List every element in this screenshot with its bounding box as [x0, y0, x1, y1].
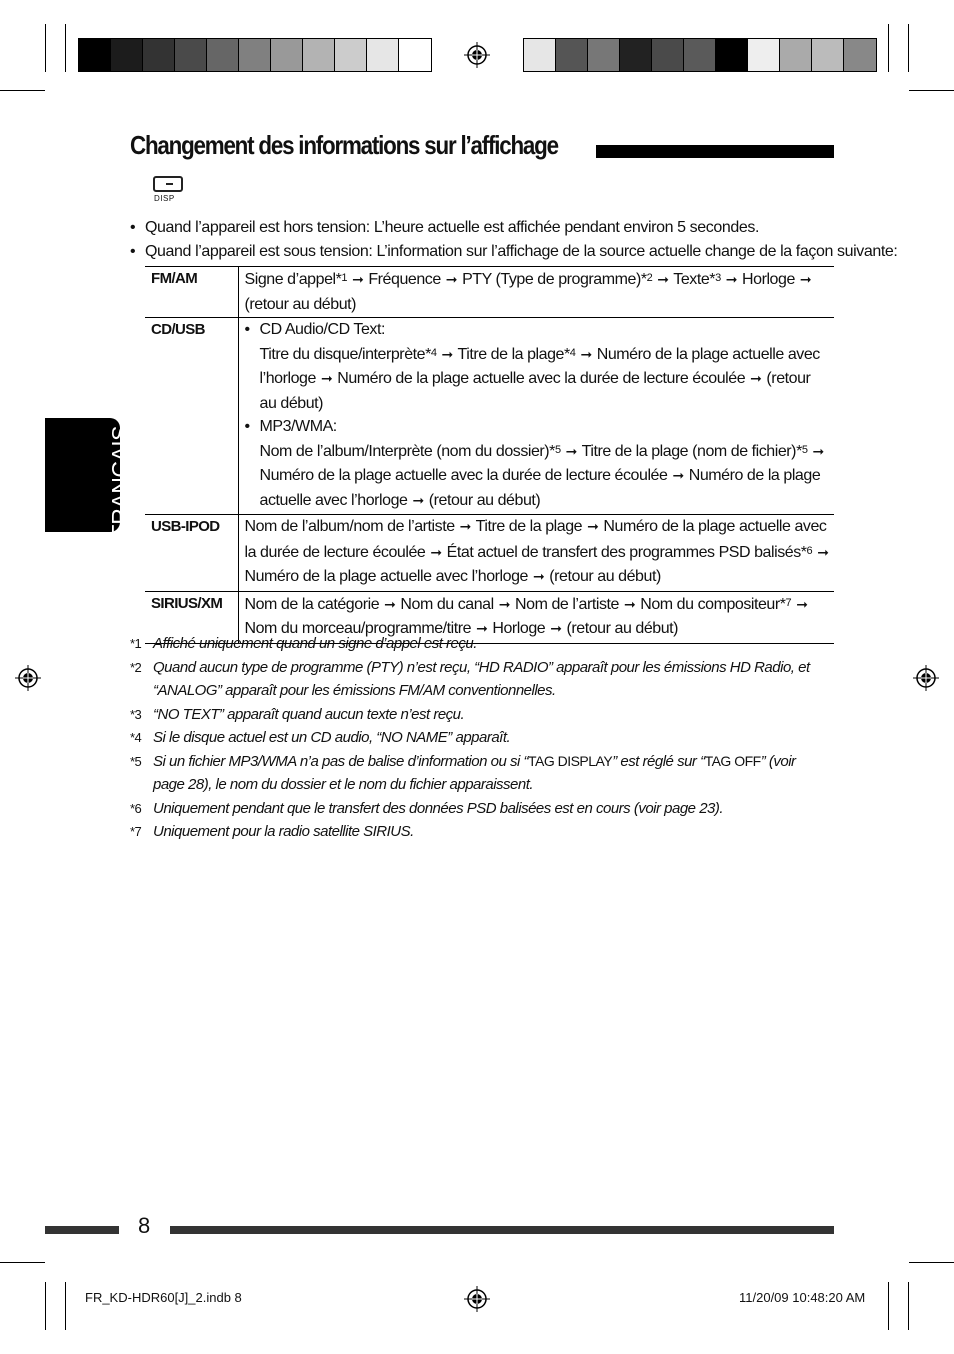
crop-mark [0, 1262, 45, 1263]
crop-mark [45, 1282, 46, 1330]
crop-mark [908, 1282, 909, 1330]
page-title: Changement des informations sur l’affichage [130, 130, 558, 160]
table-row [145, 267, 834, 318]
slug-datetime: 11/20/09 10:48:20 AM [739, 1290, 866, 1305]
color-swatch [399, 39, 431, 71]
color-calibration-bar-left [78, 38, 432, 72]
color-swatch [652, 39, 684, 71]
disp-label: DISP [154, 194, 175, 203]
button-shape [153, 176, 183, 192]
color-swatch [524, 39, 556, 71]
color-swatch [335, 39, 367, 71]
crop-mark [908, 24, 909, 72]
footnote: *3 “NO TEXT” apparaît quand aucun texte n’est reçu. [130, 705, 465, 723]
color-swatch [271, 39, 303, 71]
color-swatch [780, 39, 812, 71]
source-label: SIRIUS/XM [145, 591, 238, 643]
crop-mark [65, 24, 66, 72]
color-swatch [684, 39, 716, 71]
language-label: FRANÇAIS [107, 426, 133, 539]
footer-rule-right [170, 1226, 834, 1234]
footnote: *4 Si le disque actuel est un CD audio, “NO NAME” apparaît. [130, 729, 511, 746]
disp-button-icon [152, 174, 184, 206]
page-number: 8 [138, 1213, 151, 1238]
crop-mark [888, 24, 889, 72]
intro-bullets [130, 216, 898, 264]
color-swatch [303, 39, 335, 71]
footnote: *2 Quand aucun type de programme (PTY) n’est reçu, “HD RADIO” apparaît pour les émissions HD Radio, et “ANALOG” apparaît pour les émissions FM/AM conventionnelles. [130, 658, 810, 699]
color-swatch [844, 39, 876, 71]
color-swatch [207, 39, 239, 71]
sequence-cell: Nom de l’album/nom de l’artiste ➞ Titre de la plage ➞ Numéro de la plage actuelle avec la durée de lecture écoulée ➞ État actuel de transfert des programmes PSD balisés*$^6$ ➞ Numéro de la plage actuelle avec l’horloge ➞ (retour au début) [238, 515, 834, 592]
registration-mark-icon [464, 42, 490, 68]
registration-mark-icon [913, 665, 939, 691]
source-label: CD/USB [145, 318, 238, 515]
source-label: FM/AM [145, 267, 238, 318]
color-swatch [175, 39, 207, 71]
color-swatch [111, 39, 143, 71]
crop-mark [65, 1282, 66, 1330]
sequence-cell: Nom de la catégorie ➞ Nom du canal ➞ Nom de l’artiste ➞ Nom du compositeur*$^7$ ➞ Nom du morceau/programme/titre ➞ Horloge ➞ (retour au début) [238, 591, 834, 643]
crop-mark [0, 90, 45, 91]
display-sequence-table [145, 266, 834, 644]
title-rule [596, 145, 834, 158]
bullet-off: • Quand l’appareil est hors tension: L’heure actuelle est affichée pendant environ 5 secondes. [130, 216, 850, 240]
arrow-icon: ➞ [352, 272, 364, 288]
slug-filename: FR_KD-HDR60[J]_2.indb 8 [85, 1290, 242, 1305]
color-swatch [812, 39, 844, 71]
sequence-cell [238, 318, 834, 515]
footnotes [130, 632, 830, 844]
registration-mark-icon [15, 665, 41, 691]
sequence-cell: Signe d’appel*$^1$ ➞ Fréquence ➞ PTY (Type de programme)*$^2$ ➞ Texte*$^3$ ➞ Horloge ➞ (retour au début) [238, 267, 834, 318]
sub-item: • MP3/WMA: Nom de l’album/Interprète (nom du dossier)*$^5$ ➞ Titre de la plage (nom de fichier)*$^5$ ➞ Numéro de la plage actuelle avec la durée de lecture écoulée ➞ Numéro de la plage actuelle avec l’horloge ➞ (retour au début) [245, 415, 831, 513]
bullet-on: • Quand l’appareil est sous tension: L’information sur l’affichage de la source actuelle change de la façon suivante: [130, 240, 850, 264]
footnote: *7 Uniquement pour la radio satellite SIRIUS. [130, 823, 414, 840]
color-swatch [588, 39, 620, 71]
language-tab [45, 418, 133, 539]
color-swatch [239, 39, 271, 71]
footnote: *1 Affiché uniquement quand un signe d’appel est reçu. [130, 635, 477, 652]
crop-mark [888, 1282, 889, 1330]
registration-mark-icon [464, 1286, 490, 1312]
crop-mark [909, 90, 954, 91]
table-row [145, 318, 834, 515]
crop-mark [909, 1262, 954, 1263]
footer-rule-left [45, 1226, 119, 1234]
footnote: *5 Si un fichier MP3/WMA n’a pas de balise d’information ou si “TAG DISPLAY” est réglé sur “TAG OFF” (voir page 28), le nom du dossier et le nom du fichier apparaissent. [130, 752, 796, 793]
footnote: *6 Uniquement pendant que le transfert des données PSD balisées est en cours (voir page 23). [130, 799, 724, 817]
sub-item: • CD Audio/CD Text: Titre du disque/interprète*$^4$ ➞ Titre de la plage*$^4$ ➞ Numéro de la plage actuelle avec l’horloge ➞ Numéro de la plage actuelle avec la durée de lecture écoulée ➞ (retour au début) [245, 318, 831, 415]
color-swatch [748, 39, 780, 71]
table-row [145, 515, 834, 592]
color-swatch [716, 39, 748, 71]
color-swatch [367, 39, 399, 71]
source-label: USB-IPOD [145, 515, 238, 592]
color-swatch [620, 39, 652, 71]
crop-mark [45, 24, 46, 72]
color-calibration-bar-right [523, 38, 877, 72]
color-swatch [556, 39, 588, 71]
color-swatch [143, 39, 175, 71]
color-swatch [79, 39, 111, 71]
